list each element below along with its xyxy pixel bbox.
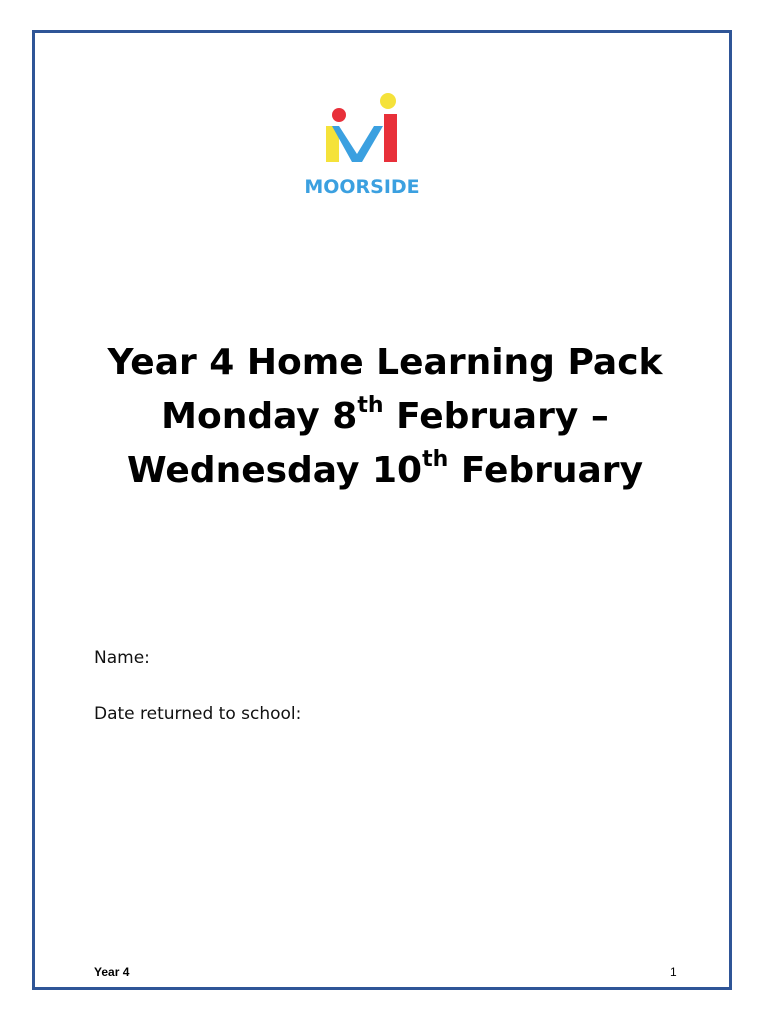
moorside-logo — [282, 92, 442, 200]
title-line-1: Year 4 Home Learning Pack — [107, 342, 663, 383]
pack-title — [60, 336, 710, 498]
title-line-3: Wednesday 10th February — [126, 447, 644, 491]
date-returned-label: Date returned to school: — [94, 704, 302, 724]
title-line-2: Monday 8th February – — [161, 393, 609, 437]
name-label: Name: — [94, 648, 150, 668]
page-number: 1 — [670, 965, 677, 979]
logo-text: MOORSIDE — [304, 176, 420, 198]
footer-year: Year 4 — [94, 965, 130, 979]
